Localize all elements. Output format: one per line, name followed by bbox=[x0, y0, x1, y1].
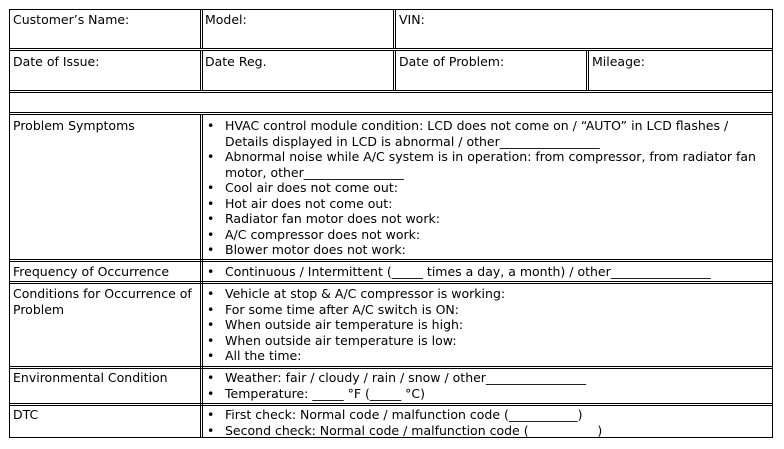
col-divider bbox=[202, 50, 203, 90]
row-divider bbox=[10, 281, 772, 282]
frequency-label: Frequency of Occurrence bbox=[13, 264, 170, 279]
list-item: • Hot air does not come out: bbox=[205, 196, 756, 212]
vin-label: VIN: bbox=[399, 12, 425, 27]
row-divider bbox=[10, 368, 772, 369]
row-divider bbox=[10, 403, 772, 404]
list-item: • Continuous / Intermittent (_____ times a day, a month) / other________________ bbox=[205, 264, 711, 280]
row-divider bbox=[10, 90, 772, 91]
list-item: • First check: Normal code / malfunction code (___________) bbox=[205, 407, 602, 423]
row-divider bbox=[10, 50, 772, 51]
row-divider bbox=[10, 366, 772, 367]
list-item: • Weather: fair / cloudy / rain / snow / other________________ bbox=[205, 370, 586, 386]
list-item: • Radiator fan motor does not work: bbox=[205, 211, 756, 227]
questionnaire-form bbox=[9, 9, 773, 438]
list-item: • Cool air does not come out: bbox=[205, 180, 756, 196]
date-of-issue-label: Date of Issue: bbox=[13, 54, 100, 69]
dtc-list bbox=[205, 407, 602, 438]
date-reg-label: Date Reg. bbox=[205, 54, 267, 69]
row-divider bbox=[10, 112, 772, 113]
row-divider bbox=[10, 114, 772, 115]
environmental-label: Environmental Condition bbox=[13, 370, 168, 385]
row-divider bbox=[10, 259, 772, 260]
col-divider bbox=[395, 50, 396, 90]
col-divider bbox=[588, 50, 589, 90]
row-divider bbox=[10, 48, 772, 49]
dtc-label: DTC bbox=[13, 407, 39, 422]
frequency-list bbox=[205, 264, 711, 280]
model-label: Model: bbox=[205, 12, 247, 27]
col-divider bbox=[393, 10, 394, 48]
conditions-list bbox=[205, 286, 505, 364]
list-item: • Temperature: _____ °F (_____ °C) bbox=[205, 386, 586, 402]
list-item: • For some time after A/C switch is ON: bbox=[205, 302, 505, 318]
row-divider bbox=[10, 405, 772, 406]
col-divider bbox=[200, 10, 201, 48]
row-divider bbox=[10, 92, 772, 93]
list-item: • When outside air temperature is high: bbox=[205, 317, 505, 333]
col-divider bbox=[200, 50, 201, 90]
col-divider bbox=[200, 114, 201, 438]
problem-symptoms-list bbox=[205, 118, 756, 258]
row-divider bbox=[10, 261, 772, 262]
list-item: • Blower motor does not work: bbox=[205, 242, 756, 258]
conditions-label: Conditions for Occurrence of Problem bbox=[13, 286, 192, 317]
mileage-label: Mileage: bbox=[592, 54, 645, 69]
col-divider bbox=[202, 10, 203, 48]
col-divider bbox=[202, 114, 203, 438]
list-item: • When outside air temperature is low: bbox=[205, 333, 505, 349]
col-divider bbox=[395, 10, 396, 48]
list-item: • Second check: Normal code / malfunction code (___________) bbox=[205, 423, 602, 439]
customer-name-label: Customer’s Name: bbox=[13, 12, 130, 27]
list-item: • All the time: bbox=[205, 348, 505, 364]
list-item: • A/C compressor does not work: bbox=[205, 227, 756, 243]
row-divider bbox=[10, 283, 772, 284]
date-of-problem-label: Date of Problem: bbox=[399, 54, 505, 69]
list-item: • Abnormal noise while A/C system is in operation: from compressor, from radiator fan motor, other________________ bbox=[205, 149, 756, 180]
problem-symptoms-label: Problem Symptoms bbox=[13, 118, 135, 133]
list-item: • HVAC control module condition: LCD does not come on / “AUTO” in LCD flashes / Details displayed in LCD is abnormal / other________________ bbox=[205, 118, 756, 149]
environmental-list bbox=[205, 370, 586, 401]
col-divider bbox=[586, 50, 587, 90]
list-item: • Vehicle at stop & A/C compressor is working: bbox=[205, 286, 505, 302]
col-divider bbox=[393, 50, 394, 90]
